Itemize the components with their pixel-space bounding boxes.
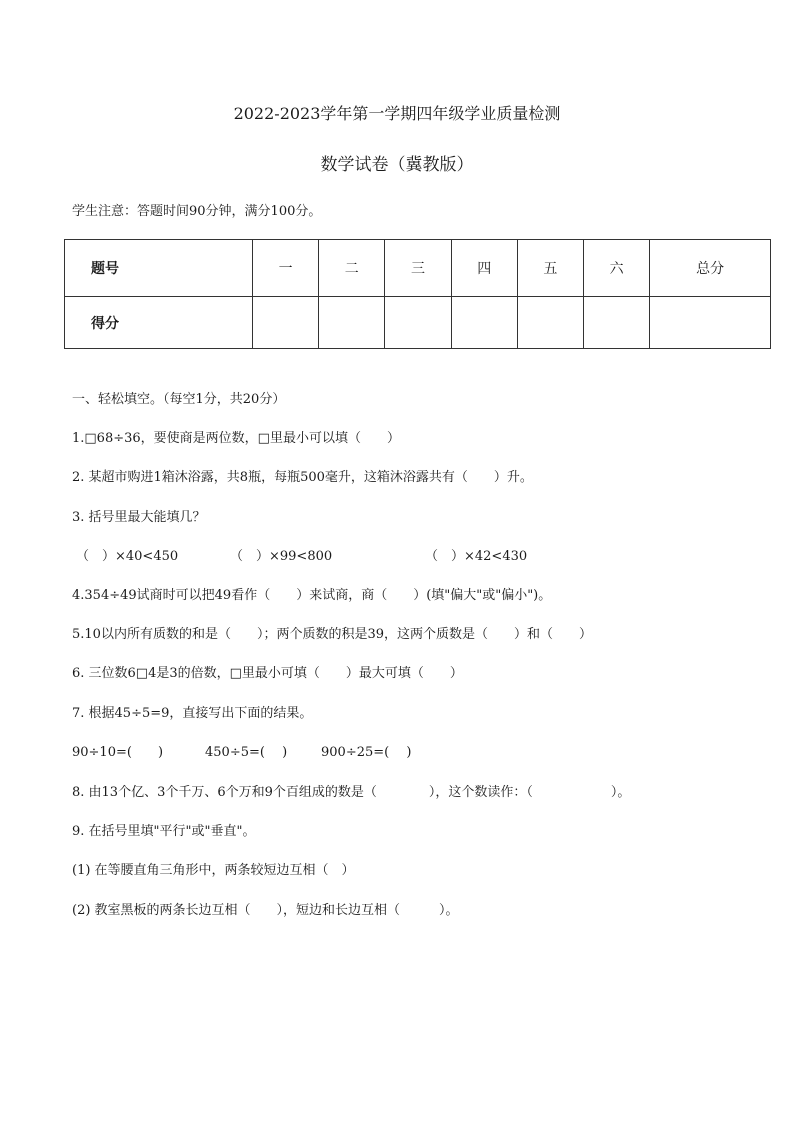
question-2: 2. 某超市购进1箱沐浴露，共8瓶，每瓶500毫升，这箱沐浴露共有（ ）升。 (72, 470, 533, 485)
score-label: 得分 (65, 297, 253, 349)
score-cell-6 (584, 297, 650, 349)
question-3-item-2: （ ）×99<800 (230, 549, 333, 564)
question-9-part-1: (1) 在等腰直角三角形中，两条较短边互相（ ） (72, 863, 355, 878)
score-table-header-row (65, 240, 771, 297)
question-4: 4.354÷49试商时可以把49看作（ ）来试商，商（ ）(填"偏大"或"偏小")。 (72, 588, 552, 603)
section1-heading: 一、轻松填空。（每空1分，共20分） (72, 392, 286, 407)
page-subtitle: 数学试卷（冀教版） (320, 155, 474, 175)
column-total: 总分 (650, 240, 771, 297)
question-7-item-1: 90÷10=( ) (72, 745, 164, 760)
question-7: 7. 根据45÷5=9，直接写出下面的结果。 (72, 706, 313, 721)
score-cell-total (650, 297, 771, 349)
question-1: 1.□68÷36，要使商是两位数，□里最小可以填（ ） (72, 431, 400, 446)
question-8: 8. 由13个亿、3个千万、6个万和9个百组成的数是（ ），这个数读作：（ ）。 (72, 785, 631, 800)
score-cell-1 (253, 297, 319, 349)
exam-notice: 学生注意：答题时间90分钟，满分100分。 (72, 204, 322, 219)
question-9-part-2: (2) 教室黑板的两条长边互相（ ），短边和长边互相（ ）。 (72, 903, 459, 918)
score-cell-5 (517, 297, 583, 349)
score-cell-4 (451, 297, 517, 349)
column-2: 二 (319, 240, 385, 297)
score-cell-3 (385, 297, 451, 349)
question-7-item-3: 900÷25=( ) (321, 745, 412, 760)
question-5: 5.10以内所有质数的和是（ ）；两个质数的积是39，这两个质数是（ ）和（ ） (72, 627, 592, 642)
score-table-score-row (65, 297, 771, 349)
column-5: 五 (517, 240, 583, 297)
question-9: 9. 在括号里填"平行"或"垂直"。 (72, 824, 256, 839)
question-7-item-2: 450÷5=( ) (205, 745, 288, 760)
question-3-item-1: （ ）×40<450 (76, 549, 179, 564)
column-6: 六 (584, 240, 650, 297)
page-title: 2022-2023学年第一学期四年级学业质量检测 (233, 104, 561, 123)
question-3-item-3: （ ）×42<430 (425, 549, 528, 564)
column-1: 一 (253, 240, 319, 297)
score-table (64, 239, 771, 349)
column-3: 三 (385, 240, 451, 297)
question-3: 3. 括号里最大能填几？ (72, 510, 206, 525)
question-number-label: 题号 (65, 240, 253, 297)
score-cell-2 (319, 297, 385, 349)
question-6: 6. 三位数6□4是3的倍数，□里最小可填（ ）最大可填（ ） (72, 666, 463, 681)
column-4: 四 (451, 240, 517, 297)
